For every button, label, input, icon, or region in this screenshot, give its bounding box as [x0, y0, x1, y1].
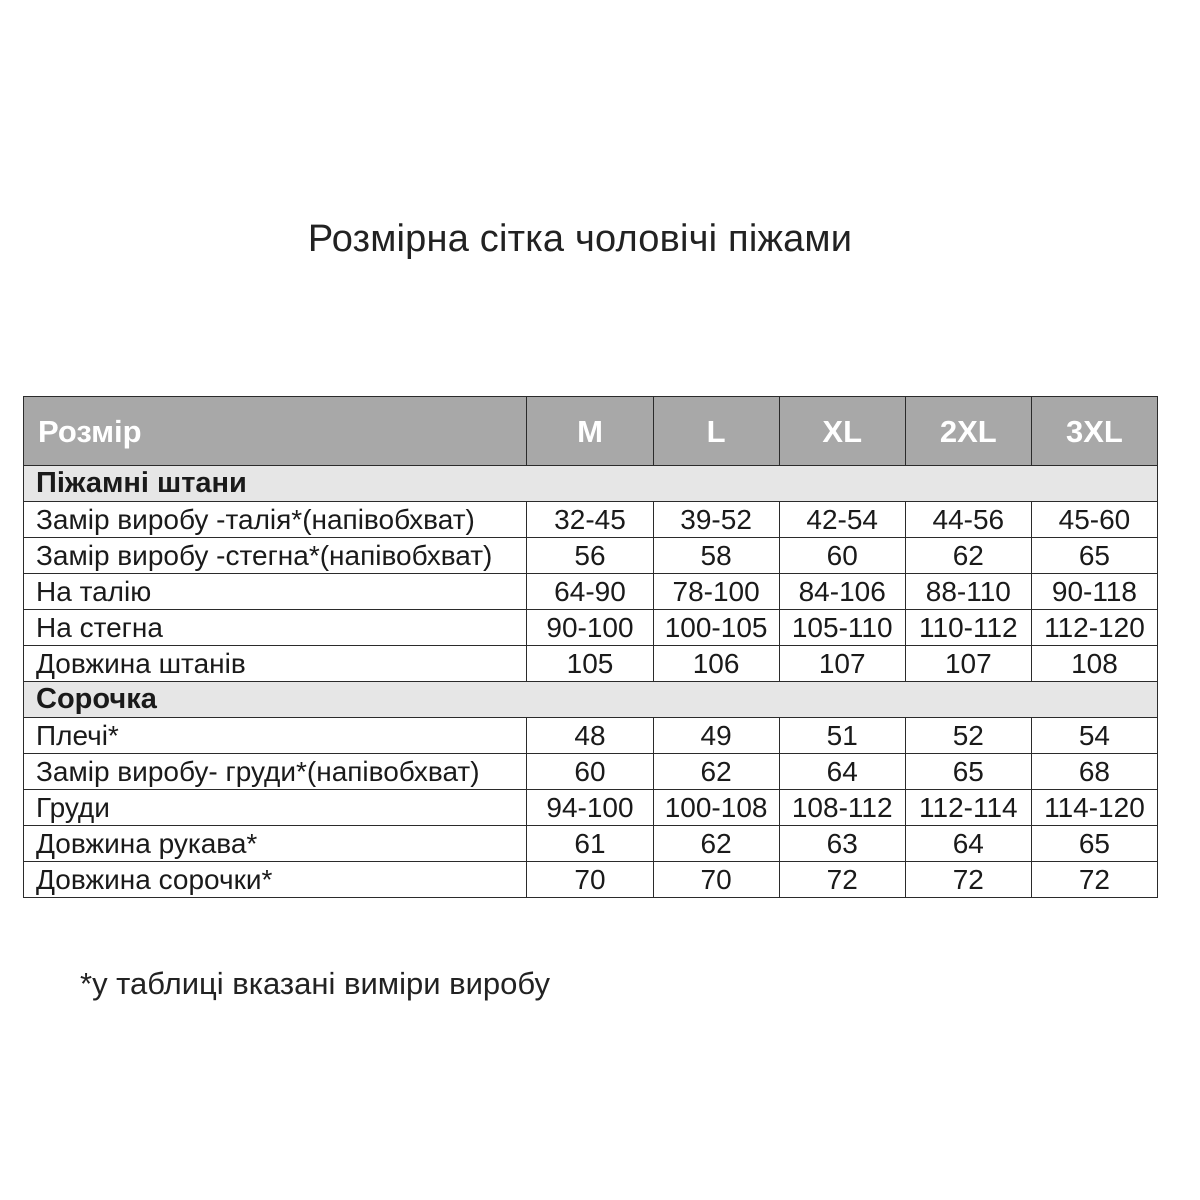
section-title: Піжамні штани: [24, 466, 1158, 502]
table-cell: 105-110: [779, 610, 905, 646]
table-row: [24, 646, 1158, 682]
table-cell: 61: [527, 826, 653, 862]
table-row: [24, 862, 1158, 898]
table-cell: 70: [527, 862, 653, 898]
row-label: Замір виробу- груди*(напівобхват): [24, 754, 527, 790]
table-cell: 100-108: [653, 790, 779, 826]
table-cell: 62: [905, 538, 1031, 574]
table-cell: 62: [653, 826, 779, 862]
table-cell: 48: [527, 718, 653, 754]
table-row: [24, 610, 1158, 646]
table-cell: 65: [1031, 826, 1157, 862]
table-row: [24, 502, 1158, 538]
size-chart-table: [23, 396, 1158, 898]
table-cell: 88-110: [905, 574, 1031, 610]
header-size-m: M: [527, 397, 653, 466]
table-cell: 52: [905, 718, 1031, 754]
table-cell: 63: [779, 826, 905, 862]
table-cell: 64-90: [527, 574, 653, 610]
table-cell: 65: [1031, 538, 1157, 574]
table-row: [24, 718, 1158, 754]
page-title: Розмірна сітка чоловічі піжами: [307, 218, 853, 260]
section-header-row: [24, 682, 1158, 718]
table-cell: 70: [653, 862, 779, 898]
row-label: На стегна: [24, 610, 527, 646]
table-row: [24, 754, 1158, 790]
table-cell: 78-100: [653, 574, 779, 610]
table-cell: 72: [779, 862, 905, 898]
row-label: Замір виробу -стегна*(напівобхват): [24, 538, 527, 574]
table-cell: 105: [527, 646, 653, 682]
table-cell: 58: [653, 538, 779, 574]
header-size-2xl: 2XL: [905, 397, 1031, 466]
table-cell: 60: [779, 538, 905, 574]
table-row: [24, 790, 1158, 826]
row-label: На талію: [24, 574, 527, 610]
table-cell: 112-114: [905, 790, 1031, 826]
table-cell: 108: [1031, 646, 1157, 682]
section-header-row: [24, 466, 1158, 502]
table-cell: 56: [527, 538, 653, 574]
table-cell: 107: [779, 646, 905, 682]
table-cell: 106: [653, 646, 779, 682]
table-cell: 68: [1031, 754, 1157, 790]
table-cell: 114-120: [1031, 790, 1157, 826]
table-cell: 84-106: [779, 574, 905, 610]
table-cell: 72: [1031, 862, 1157, 898]
row-label: Замір виробу -талія*(напівобхват): [24, 502, 527, 538]
section-title: Сорочка: [24, 682, 1158, 718]
table-cell: 107: [905, 646, 1031, 682]
table-cell: 90-118: [1031, 574, 1157, 610]
row-label: Довжина штанів: [24, 646, 527, 682]
table-header-row: [24, 397, 1158, 466]
table-cell: 62: [653, 754, 779, 790]
row-label: Плечі*: [24, 718, 527, 754]
table-cell: 51: [779, 718, 905, 754]
table-cell: 64: [905, 826, 1031, 862]
table-cell: 45-60: [1031, 502, 1157, 538]
row-label: Довжина рукава*: [24, 826, 527, 862]
table-cell: 32-45: [527, 502, 653, 538]
table-cell: 90-100: [527, 610, 653, 646]
table-cell: 65: [905, 754, 1031, 790]
table-cell: 108-112: [779, 790, 905, 826]
table-row: [24, 574, 1158, 610]
table-cell: 42-54: [779, 502, 905, 538]
table-cell: 100-105: [653, 610, 779, 646]
header-size-l: L: [653, 397, 779, 466]
table-cell: 64: [779, 754, 905, 790]
table-cell: 110-112: [905, 610, 1031, 646]
table-cell: 39-52: [653, 502, 779, 538]
header-size-xl: XL: [779, 397, 905, 466]
header-size-3xl: 3XL: [1031, 397, 1157, 466]
header-size-label: Розмір: [24, 397, 527, 466]
footnote: *у таблиці вказані виміри виробу: [80, 966, 550, 1001]
table-cell: 60: [527, 754, 653, 790]
table-cell: 54: [1031, 718, 1157, 754]
table-cell: 44-56: [905, 502, 1031, 538]
table-row: [24, 538, 1158, 574]
row-label: Довжина сорочки*: [24, 862, 527, 898]
row-label: Груди: [24, 790, 527, 826]
table-cell: 94-100: [527, 790, 653, 826]
table-cell: 112-120: [1031, 610, 1157, 646]
table-cell: 72: [905, 862, 1031, 898]
table-row: [24, 826, 1158, 862]
table-cell: 49: [653, 718, 779, 754]
